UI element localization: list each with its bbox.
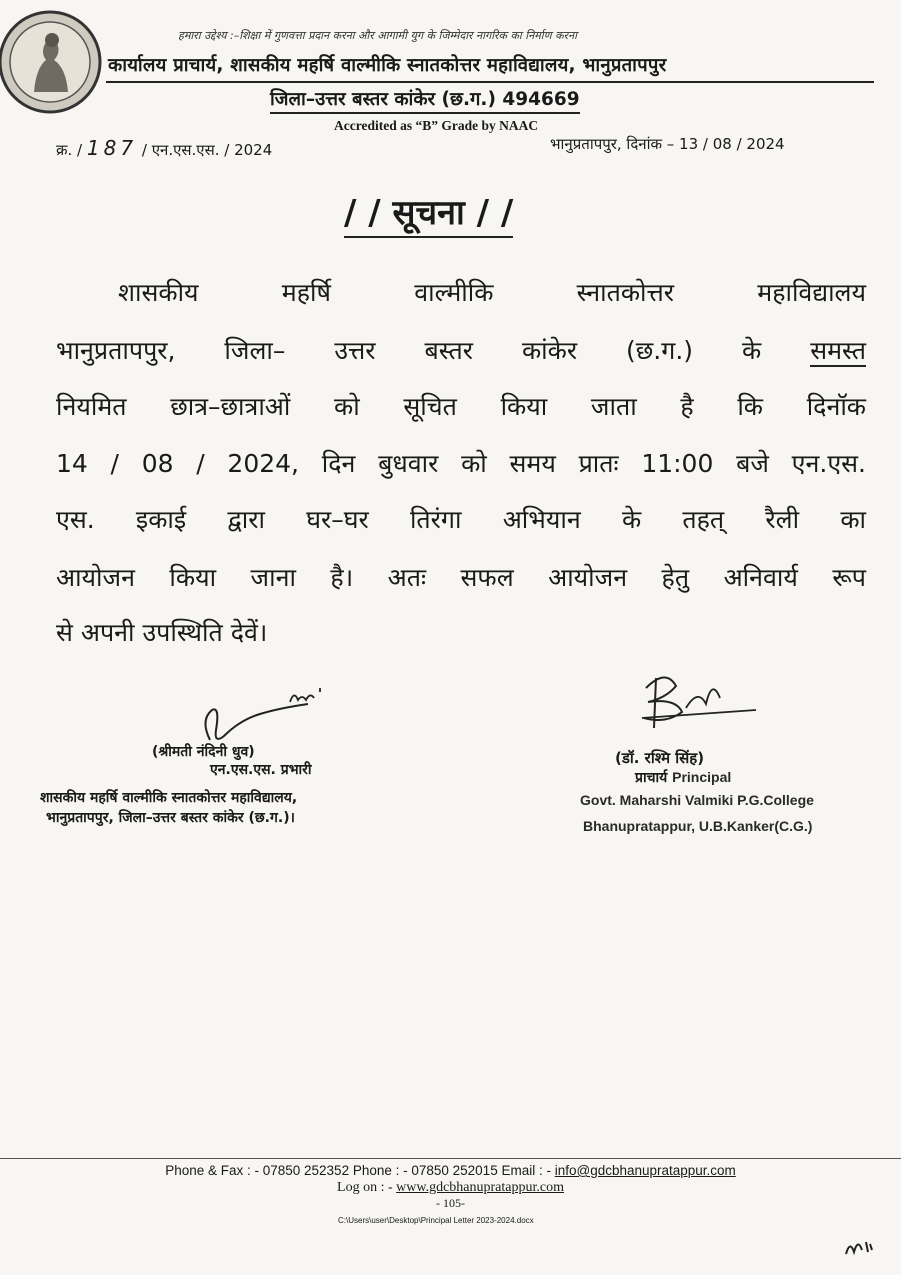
footer-phone: Phone & Fax : - 07850 252352 Phone : - 07850 252015 Email : -	[165, 1163, 551, 1178]
principal-seal-address: Bhanupratappur, U.B.Kanker(C.G.)	[583, 818, 813, 834]
footer-website-link[interactable]: www.gdcbhanupratappur.com	[396, 1180, 564, 1195]
nss-officer-role: एन.एस.एस. प्रभारी	[210, 762, 312, 778]
nss-officer-name: (श्रीमती नंदिनी धुव)	[152, 744, 255, 760]
page-number: - 105-	[436, 1196, 465, 1210]
corner-mark	[844, 1234, 874, 1262]
left-college-name: शासकीय महर्षि वाल्मीकि स्नातकोत्तर महाविद्यालय,	[40, 790, 298, 806]
notice-line-4: 14 / 08 / 2024, दिन बुधवार को समय प्रातः 11:00 बजे एन.एस.	[56, 449, 866, 478]
footer-contact	[0, 1163, 901, 1178]
college-motto: हमारा उद्देश्य :–शिक्षा में गुणवत्ता प्रदान करना और आगामी युग के जिम्मेदार नागरिक का निर्माण करना	[178, 29, 578, 42]
college-logo	[0, 8, 108, 116]
left-college-address: भानुप्रतापपुर, जिला–उत्तर बस्तर कांकेर (छ.ग.)।	[46, 810, 295, 826]
footer-email[interactable]: info@gdcbhanupratappur.com	[554, 1163, 736, 1178]
office-title: कार्यालय प्राचार्य, शासकीय महर्षि वाल्मीकि स्नातकोत्तर महाविद्यालय, भानुप्रतापपुर	[108, 55, 667, 76]
footer-website	[0, 1180, 901, 1196]
accreditation: Accredited as “B” Grade by NAAC	[334, 118, 539, 133]
principal-signature	[636, 668, 766, 742]
principal-seal-college: Govt. Maharshi Valmiki P.G.College	[580, 792, 814, 808]
notice-line-7: से अपनी उपस्थिति देवें।	[56, 618, 268, 647]
header-underline	[106, 81, 874, 83]
principal-seal-role: Principal	[672, 769, 732, 785]
reference-number	[56, 136, 272, 160]
notice-line-3: नियमित छात्र–छात्राओं को सूचित किया जाता है कि दिनॉक	[56, 392, 866, 421]
notice-line-1: शासकीय महर्षि वाल्मीकि स्नातकोत्तर महाविद्यालय	[118, 278, 866, 307]
footer-divider	[0, 1158, 901, 1159]
notice-line-2-text: भानुप्रतापपुर, जिला– उत्तर बस्तर कांकेर (छ.ग.) के	[56, 336, 762, 365]
notice-line-6: आयोजन किया जाना है। अतः सफल आयोजन हेतु अनिवार्य रूप	[56, 563, 866, 592]
reference-handwritten-number: 187	[86, 136, 138, 160]
notice-date: भानुप्रतापपुर, दिनांक – 13 / 08 / 2024	[550, 135, 785, 153]
district-address: जिला–उत्तर बस्तर कांकेर (छ.ग.) 494669	[270, 86, 580, 114]
principal-role: प्राचार्य Principal	[635, 769, 732, 786]
notice-line-2	[56, 334, 866, 368]
notice-title: / / सूचना / /	[344, 188, 513, 238]
notice-line-5: एस. इकाई द्वारा घर–घर तिरंगा अभियान के तहत् रैली का	[56, 505, 866, 534]
reference-suffix: / एन.एस.एस. / 2024	[141, 141, 273, 159]
reference-prefix: क्र. /	[56, 141, 83, 159]
principal-name: (डॉ. रश्मि सिंह)	[615, 749, 705, 767]
underlined-word: समस्त	[810, 336, 867, 365]
file-path: C:\Users\user\Desktop\Principal Letter 2023-2024.docx	[338, 1216, 534, 1225]
footer-logon-label: Log on : -	[337, 1180, 393, 1195]
